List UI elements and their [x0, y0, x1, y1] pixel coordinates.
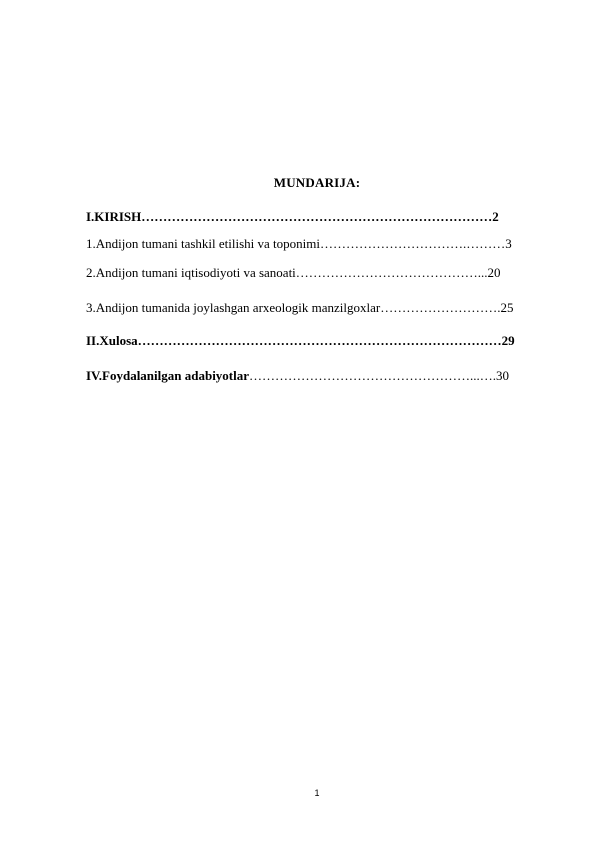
toc-entry-text: 1.Andijon tumani tashkil etilishi va toponimi…………………………….………3: [86, 236, 512, 251]
toc-entry-xulosa: [86, 333, 515, 349]
toc-entry-kirish: [86, 209, 499, 225]
toc-entry-arxeologik: [86, 300, 514, 316]
toc-entry-text: II.Xulosa…………………………………………………………………………29: [86, 333, 515, 348]
toc-entry-text: I.KIRISH………………………………………………………………………2: [86, 209, 499, 224]
page-number: 1: [314, 788, 320, 798]
toc-entry-adabiyotlar: [86, 368, 509, 384]
toc-entry-text: 3.Andijon tumanida joylashgan arxeologik manzilgoxlar……………………….25: [86, 300, 514, 315]
toc-entry-leader: ……………………………………………...….30: [249, 368, 510, 383]
page-title: MUNDARIJA:: [273, 175, 361, 190]
toc-entry-iqtisodiyot: [86, 265, 501, 281]
toc-entry-tashkil: [86, 236, 512, 252]
toc-entry-text: 2.Andijon tumani iqtisodiyoti va sanoati……………………………………...20: [86, 265, 501, 280]
toc-entry-label: IV.Foydalanilgan adabiyotlar: [86, 368, 250, 383]
